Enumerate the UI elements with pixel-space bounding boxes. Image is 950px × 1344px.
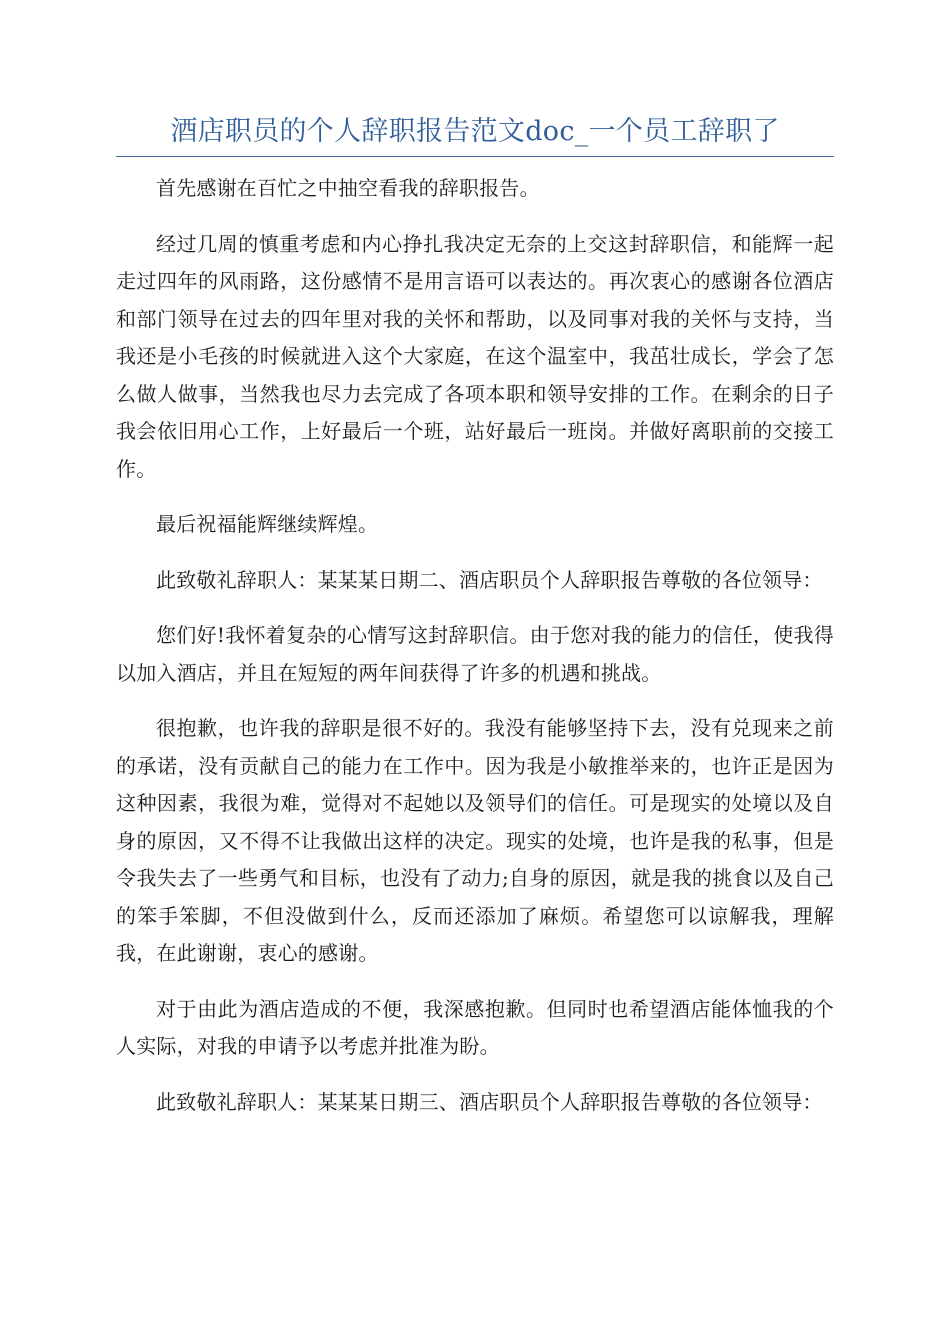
paragraph-thanks: 首先感谢在百忙之中抽空看我的辞职报告。	[156, 176, 540, 200]
document-title: 酒店职员的个人辞职报告范文doc_一个员工辞职了	[116, 112, 834, 157]
paragraph-request: 对于由此为酒店造成的不便，我深感抱歉。但同时也希望酒店能体恤我的个人实际，对我的申请予以考虑并批准为盼。	[116, 996, 834, 1058]
paragraph-closing-two: 此致敬礼辞职人：某某某日期二、酒店职员个人辞职报告尊敬的各位领导：	[156, 567, 823, 592]
paragraph-decision: 经过几周的慎重考虑和内心挣扎我决定无奈的上交这封辞职信，和能辉一起走过四年的风雨路，这份感情不是用言语可以表达的。再次衷心的感谢各位酒店和部门领导在过去的四年里对我的关怀和帮助，以及同事对我的关怀与支持，当我还是小毛孩的时候就进入这个大家庭，在这个温室中，我茁壮成长，学会了怎么做人做事，当然我也尽力去完成了各项本职和领导安排的工作。在剩余的日子我会依旧用心工作，上好最后一个班，站好最后一班岗。并做好离职前的交接工作。	[116, 231, 834, 481]
paragraph-blessing: 最后祝福能辉继续辉煌。	[156, 512, 379, 536]
document-body	[116, 170, 834, 1139]
paragraph-apology: 很抱歉，也许我的辞职是很不好的。我没有能够坚持下去，没有兑现来之前的承诺，没有贡献自己的能力在工作中。因为我是小敏推举来的，也许正是因为这种因素，我很为难，觉得对不起她以及领导们的信任。可是现实的处境以及自身的原因，又不得不让我做出这样的决定。现实的处境，也许是我的私事，但是令我失去了一些勇气和目标，也没有了动力;自身的原因，就是我的挑食以及自己的笨手笨脚，不但没做到什么，反而还添加了麻烦。希望您可以谅解我，理解我，在此谢谢，衷心的感谢。	[116, 716, 834, 965]
paragraph-greeting: 您们好!我怀着复杂的心情写这封辞职信。由于您对我的能力的信任，使我得以加入酒店，并且在短短的两年间获得了许多的机遇和挑战。	[116, 623, 834, 685]
paragraph-closing-three: 此致敬礼辞职人：某某某日期三、酒店职员个人辞职报告尊敬的各位领导：	[156, 1089, 823, 1114]
